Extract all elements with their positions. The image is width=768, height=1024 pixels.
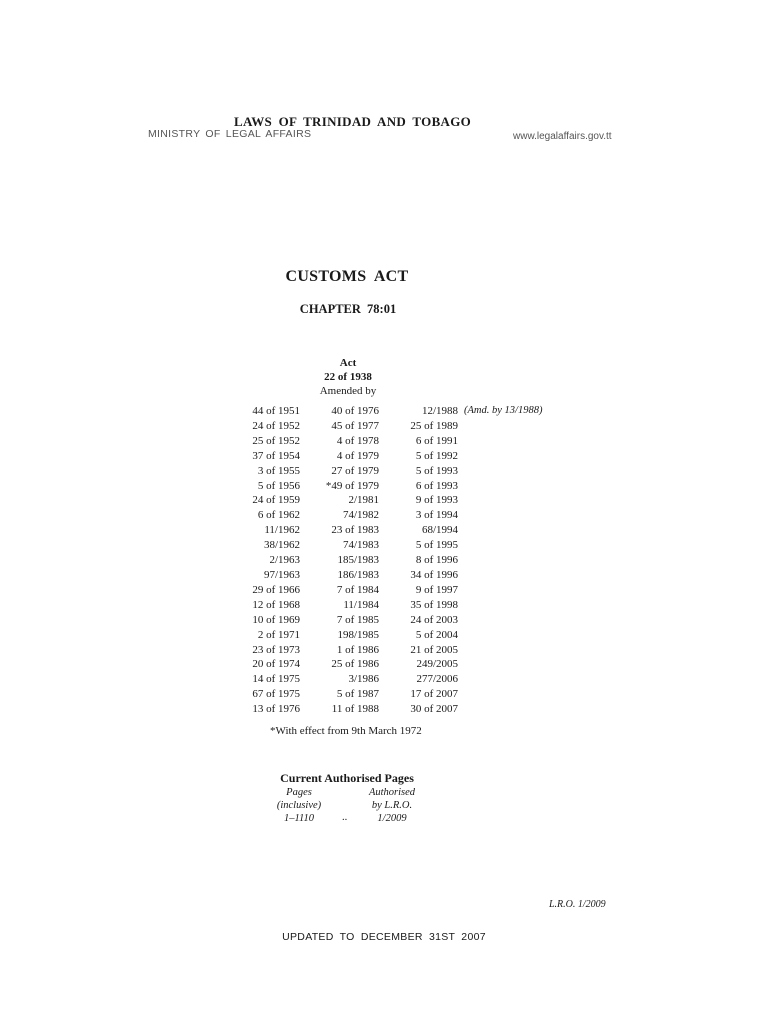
amendment-entry: 97/1963 bbox=[263, 568, 300, 581]
amendment-entry: 7 of 1985 bbox=[336, 613, 379, 626]
amendment-entry: 5 of 1956 bbox=[257, 479, 300, 492]
auth-header-line-2: by L.R.O. bbox=[371, 800, 413, 811]
amendment-entry: 6 of 1991 bbox=[415, 434, 458, 447]
amendment-entry: 11/1962 bbox=[264, 524, 300, 537]
authorised-column bbox=[361, 786, 423, 825]
amendment-entry: 45 of 1977 bbox=[331, 419, 379, 432]
amendment-entry: 38/1962 bbox=[263, 539, 300, 552]
amendment-entry: 4 of 1979 bbox=[336, 449, 379, 462]
amendment-entry: 24 of 1959 bbox=[252, 494, 300, 507]
ministry-name: MINISTRY OF LEGAL AFFAIRS bbox=[148, 128, 312, 140]
amendment-entry: 2/1981 bbox=[348, 494, 379, 507]
amendment-entry: 186/1983 bbox=[337, 568, 379, 581]
amendment-entry: 34 of 1996 bbox=[410, 568, 458, 581]
amendment-entry: 8 of 1996 bbox=[415, 554, 458, 567]
amendment-entry: 5 of 2004 bbox=[415, 628, 458, 641]
amendment-entry: 35 of 1998 bbox=[410, 598, 458, 611]
amendment-entry: 30 of 2007 bbox=[410, 703, 458, 716]
amendment-entry: 25 of 1989 bbox=[410, 419, 458, 432]
amendments-column-1 bbox=[232, 404, 300, 717]
pages-header-line-1: Pages bbox=[286, 787, 312, 798]
amendment-entry: *49 of 1979 bbox=[325, 479, 379, 492]
amendment-entry: 6 of 1993 bbox=[415, 479, 458, 492]
amendment-entry: 9 of 1997 bbox=[415, 583, 458, 596]
auth-header-line-1: Authorised bbox=[368, 787, 416, 798]
amendment-entry: 24 of 2003 bbox=[410, 613, 458, 626]
amendment-entry: 249/2005 bbox=[416, 658, 458, 671]
amendment-entry: 27 of 1979 bbox=[331, 464, 379, 477]
amendment-entry: 7 of 1984 bbox=[336, 583, 379, 596]
amendment-entry: 3/1986 bbox=[348, 673, 379, 686]
amendment-entry: 1 of 1986 bbox=[336, 643, 379, 656]
amendment-entry: 4 of 1978 bbox=[336, 434, 379, 447]
amendment-entry: 25 of 1952 bbox=[252, 434, 300, 447]
amendment-entry: 12 of 1968 bbox=[252, 598, 300, 611]
amendment-entry: 37 of 1954 bbox=[252, 449, 300, 462]
act-title: CUSTOMS ACT bbox=[285, 268, 409, 285]
act-number: 22 of 1938 bbox=[324, 371, 372, 383]
amendment-entry: 23 of 1983 bbox=[331, 524, 379, 537]
amendment-entry: 3 of 1955 bbox=[257, 464, 300, 477]
act-label: Act bbox=[339, 357, 357, 369]
amended-by-label: Amended by bbox=[319, 385, 377, 397]
amendment-entry: 9 of 1993 bbox=[415, 494, 458, 507]
amendment-entry: 5 of 1992 bbox=[415, 449, 458, 462]
amendment-entry: 68/1994 bbox=[421, 524, 458, 537]
amendment-entry: 44 of 1951 bbox=[252, 405, 300, 417]
header-title: LAWS OF TRINIDAD AND TOBAGO bbox=[234, 114, 472, 129]
authorised-pages-title: Current Authorised Pages bbox=[280, 771, 414, 785]
amendment-entry: 24 of 1952 bbox=[252, 419, 300, 432]
amendment-entry: 5 of 1993 bbox=[415, 464, 458, 477]
amendment-entry: 3 of 1994 bbox=[415, 509, 458, 522]
amendment-note: (Amd. by 13/1988) bbox=[464, 405, 543, 416]
amendment-entry: 67 of 1975 bbox=[252, 688, 300, 701]
amendment-entry: 17 of 2007 bbox=[410, 688, 458, 701]
amendments-column-2 bbox=[311, 404, 379, 717]
amendment-entry: 198/1985 bbox=[337, 628, 379, 641]
pages-header-line-2: (inclusive) bbox=[276, 800, 322, 811]
auth-value: 1/2009 bbox=[377, 813, 407, 824]
footnote: *With effect from 9th March 1972 bbox=[270, 725, 422, 737]
pages-column bbox=[268, 786, 330, 825]
pages-value: 1–1110 bbox=[284, 813, 314, 824]
amendment-entry: 40 of 1976 bbox=[331, 405, 379, 417]
amendment-entry: 185/1983 bbox=[337, 554, 379, 567]
amendment-entry: 11 of 1988 bbox=[331, 703, 379, 716]
amendment-entry: 2 of 1971 bbox=[257, 628, 300, 641]
amendment-entry: 6 of 1962 bbox=[257, 509, 300, 522]
lro-reference: L.R.O. 1/2009 bbox=[549, 899, 606, 910]
amendments-column-3 bbox=[390, 404, 458, 717]
amendment-entry: 13 of 1976 bbox=[252, 703, 300, 716]
act-chapter: CHAPTER 78:01 bbox=[299, 302, 397, 316]
leader-dots: .. bbox=[342, 812, 348, 823]
amendment-entry: 5 of 1987 bbox=[336, 688, 379, 701]
website-link[interactable]: www.legalaffairs.gov.tt bbox=[513, 131, 612, 142]
amendment-entry: 74/1983 bbox=[342, 539, 379, 552]
amendment-entry: 11/1984 bbox=[343, 598, 379, 611]
amendment-entry: 14 of 1975 bbox=[252, 673, 300, 686]
amendment-entry: 21 of 2005 bbox=[410, 643, 458, 656]
amendment-entry: 74/1982 bbox=[342, 509, 379, 522]
amendment-entry: 29 of 1966 bbox=[252, 583, 300, 596]
amendment-entry: 25 of 1986 bbox=[331, 658, 379, 671]
amendment-entry: 277/2006 bbox=[416, 673, 458, 686]
amendment-entry: 23 of 1973 bbox=[252, 643, 300, 656]
amendment-entry: 20 of 1974 bbox=[252, 658, 300, 671]
amendment-entry: 12/1988 bbox=[421, 405, 458, 417]
amendment-entry: 2/1963 bbox=[269, 554, 300, 567]
amendment-entry: 5 of 1995 bbox=[415, 539, 458, 552]
updated-notice: UPDATED TO DECEMBER 31ST 2007 bbox=[282, 931, 486, 943]
amendment-entry: 10 of 1969 bbox=[252, 613, 300, 626]
